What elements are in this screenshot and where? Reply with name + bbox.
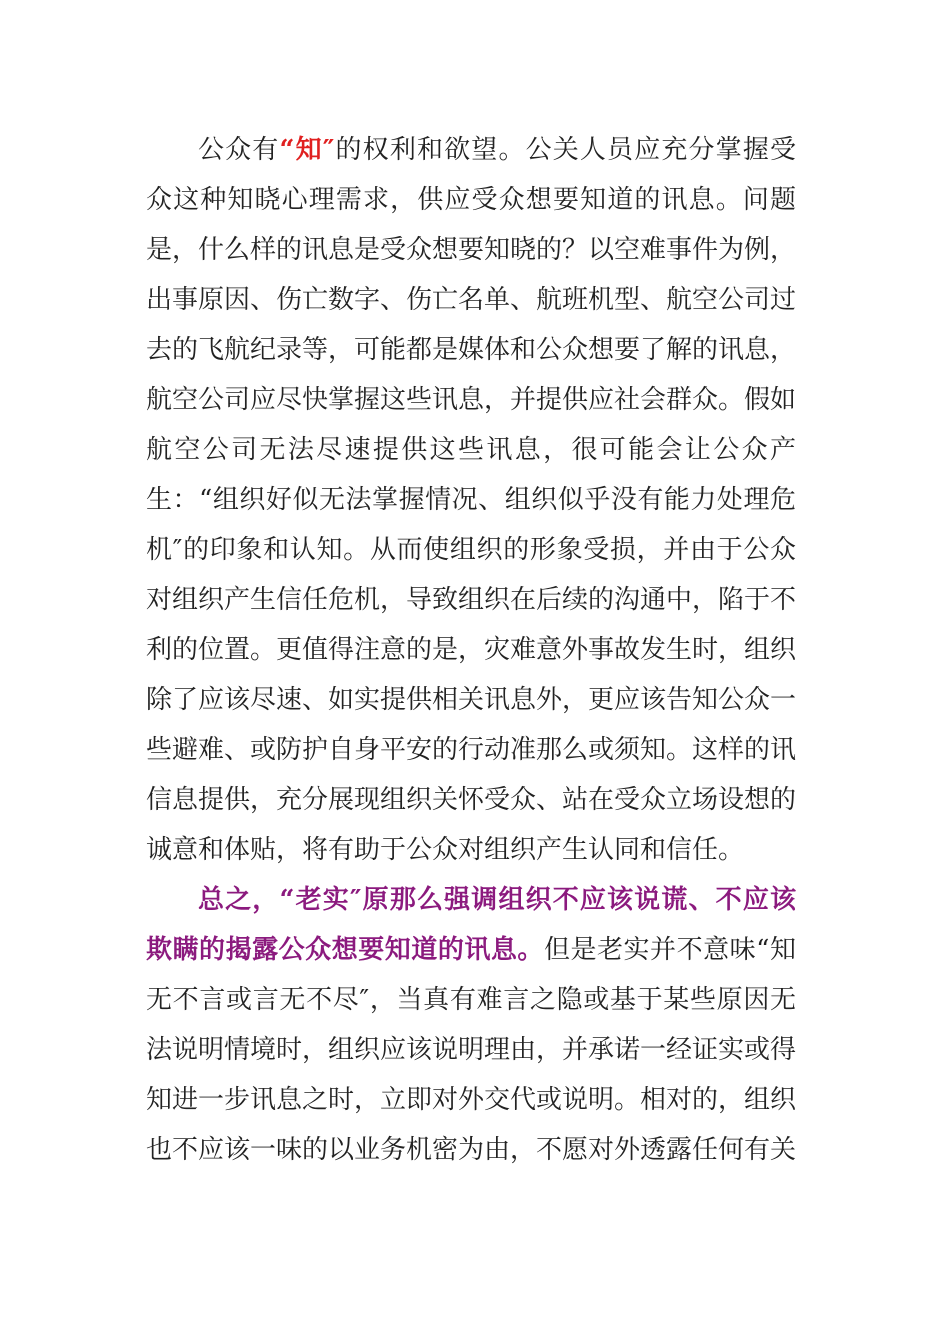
paragraph-1-lead: 公众有 <box>198 135 280 165</box>
paragraph-2-highlight: 总之，“老实″原那么强调组织不应该说谎、不应该欺瞒的揭露公众想要知道的讯息。 <box>146 885 796 965</box>
document-page <box>146 125 796 1175</box>
paragraph-1-body: 的权利和欲望。公关人员应充分掌握受众这种知晓心理需求，供应受众想要知道的讯息。问题是，什么样的讯息是受众想要知晓的？以空难事件为例，出事原因、伤亡数字、伤亡名单、航班机型、航空公司过去的飞航纪录等，可能都是媒体和公众想要了解的讯息，航空公司应尽快掌握这些讯息，并提供应社会群众。假如航空公司无法尽速提供这些讯息，很可能会让公众产生：“组织好似无法掌握情况、组织似乎没有能力处理危机″的印象和认知。从而使组织的形象受损，并由于公众对组织产生信任危机，导致组织在后续的沟通中，陷于不利的位置。更值得注意的是，灾难意外事故发生时，组织除了应该尽速、如实提供相关讯息外，更应该告知公众一些避难、或防护自身平安的行动准那么或须知。这样的讯信息提供，充分展现组织关怀受众、站在受众立场设想的诚意和体贴，将有助于公众对组织产生认同和信任。 <box>146 135 797 865</box>
paragraph-1-highlight: “知″ <box>279 135 335 165</box>
paragraph-2-body: 但是老实并不意味“知无不言或言无不尽″，当真有难言之隐或基于某些原因无法说明情境时，组织应该说明理由，并承诺一经证实或得知进一步讯息之时，立即对外交代或说明。相对的，组织也不应该一味的以业务机密为由，不愿对外透露任何有关 <box>146 935 797 1165</box>
paragraph-1 <box>146 125 796 875</box>
paragraph-2 <box>146 875 796 1175</box>
